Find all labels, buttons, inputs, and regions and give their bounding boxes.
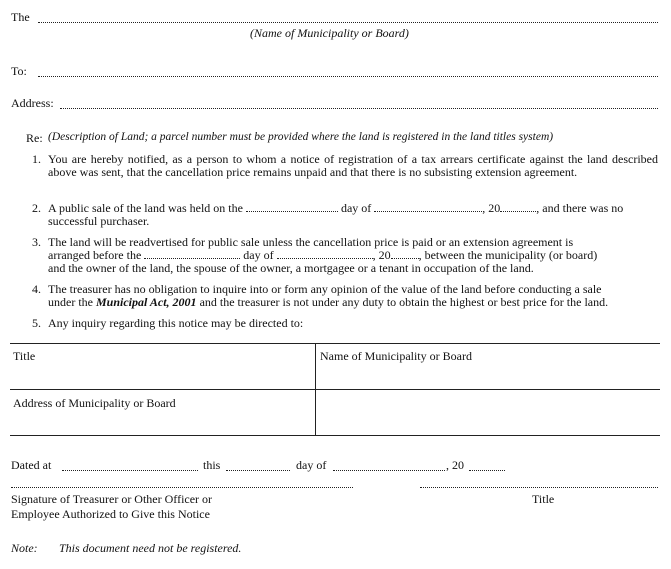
signer-title-field[interactable] — [420, 487, 658, 488]
item-number: 4. — [32, 282, 41, 296]
the-label: The — [11, 10, 30, 24]
table-middle-rule — [10, 389, 660, 390]
sale-month-field[interactable] — [374, 211, 482, 212]
notice-item-2 — [32, 202, 658, 228]
dated-day-field[interactable] — [226, 470, 290, 471]
sale-year-field[interactable] — [500, 211, 536, 212]
item-text: arranged before the — [48, 248, 142, 262]
item-text: The treasurer has no obligation to inquire into or form any opinion of the value of the land before conducting a sale — [48, 282, 602, 296]
item-text: and the owner of the land, the spouse of the owner, a mortgagee or a tenant in occupation of the land. — [48, 261, 534, 275]
land-description-caption: (Description of Land; a parcel number must be provided where the land is registered in the land titles system) — [48, 131, 554, 143]
dated-year-field[interactable] — [469, 470, 505, 471]
day-of-label: day of — [296, 458, 327, 472]
signature-field[interactable] — [11, 487, 353, 488]
item-text: day of — [243, 248, 274, 262]
item-text: and the treasurer is not under any duty to obtain the highest or best price for the land. — [199, 295, 609, 309]
item-text: successful purchaser. — [48, 214, 150, 228]
table-municipality-label: Name of Municipality or Board — [320, 349, 472, 363]
signature-caption-line1: Signature of Treasurer or Other Officer or — [11, 492, 213, 506]
item-number: 1. — [32, 152, 41, 166]
table-top-rule — [10, 343, 660, 344]
item-text: A public sale of the land was held on the — [48, 201, 243, 215]
municipality-caption: (Name of Municipality or Board) — [250, 26, 409, 40]
to-label: To: — [11, 64, 27, 78]
item-text: You are hereby notified, as a person to whom a notice of registration of a tax arrears certificate against the land described above was sent, that the cancellation price remains unpaid and that there is no subsisting extension agreement. — [48, 152, 658, 179]
municipality-name-field[interactable] — [38, 22, 658, 23]
table-bottom-rule — [10, 435, 660, 436]
act-name: Municipal Act, 2001 — [95, 295, 197, 309]
notice-item-1 — [32, 153, 658, 179]
item-text: , 20 — [372, 248, 391, 262]
item-text: , and there was no — [536, 201, 624, 215]
item-text: , 20 — [482, 201, 501, 215]
item-number: 2. — [32, 201, 41, 215]
notice-item-4 — [32, 283, 658, 309]
readvertise-year-field[interactable] — [391, 258, 419, 259]
notice-item-5 — [32, 317, 658, 330]
re-label: Re: — [26, 131, 43, 145]
table-divider — [315, 343, 316, 436]
item-number: 5. — [32, 316, 41, 330]
dated-month-field[interactable] — [333, 470, 445, 471]
note-text: This document need not be registered. — [59, 541, 242, 555]
readvertise-day-field[interactable] — [144, 258, 240, 259]
note-label: Note: — [11, 541, 38, 555]
item-text: day of — [340, 201, 372, 215]
item-text: under the — [48, 295, 93, 309]
signer-title-caption: Title — [532, 492, 555, 506]
dated-place-field[interactable] — [62, 470, 198, 471]
item-number: 3. — [32, 235, 41, 249]
item-text: , between the municipality (or board) — [418, 248, 598, 262]
notice-item-3 — [32, 236, 658, 275]
to-field[interactable] — [38, 76, 658, 77]
address-field[interactable] — [60, 108, 658, 109]
table-title-label: Title — [13, 349, 36, 363]
this-label: this — [203, 458, 221, 472]
readvertise-month-field[interactable] — [277, 258, 373, 259]
address-label: Address: — [11, 96, 54, 110]
signature-caption-line2: Employee Authorized to Give this Notice — [11, 507, 210, 521]
year-label: , 20 — [446, 458, 464, 472]
dated-at-label: Dated at — [11, 458, 52, 472]
table-address-label: Address of Municipality or Board — [13, 396, 176, 410]
sale-day-field[interactable] — [246, 211, 338, 212]
item-text: Any inquiry regarding this notice may be directed to: — [48, 316, 304, 330]
item-text: The land will be readvertised for public sale unless the cancellation price is paid or an extension agreement is — [48, 235, 574, 249]
